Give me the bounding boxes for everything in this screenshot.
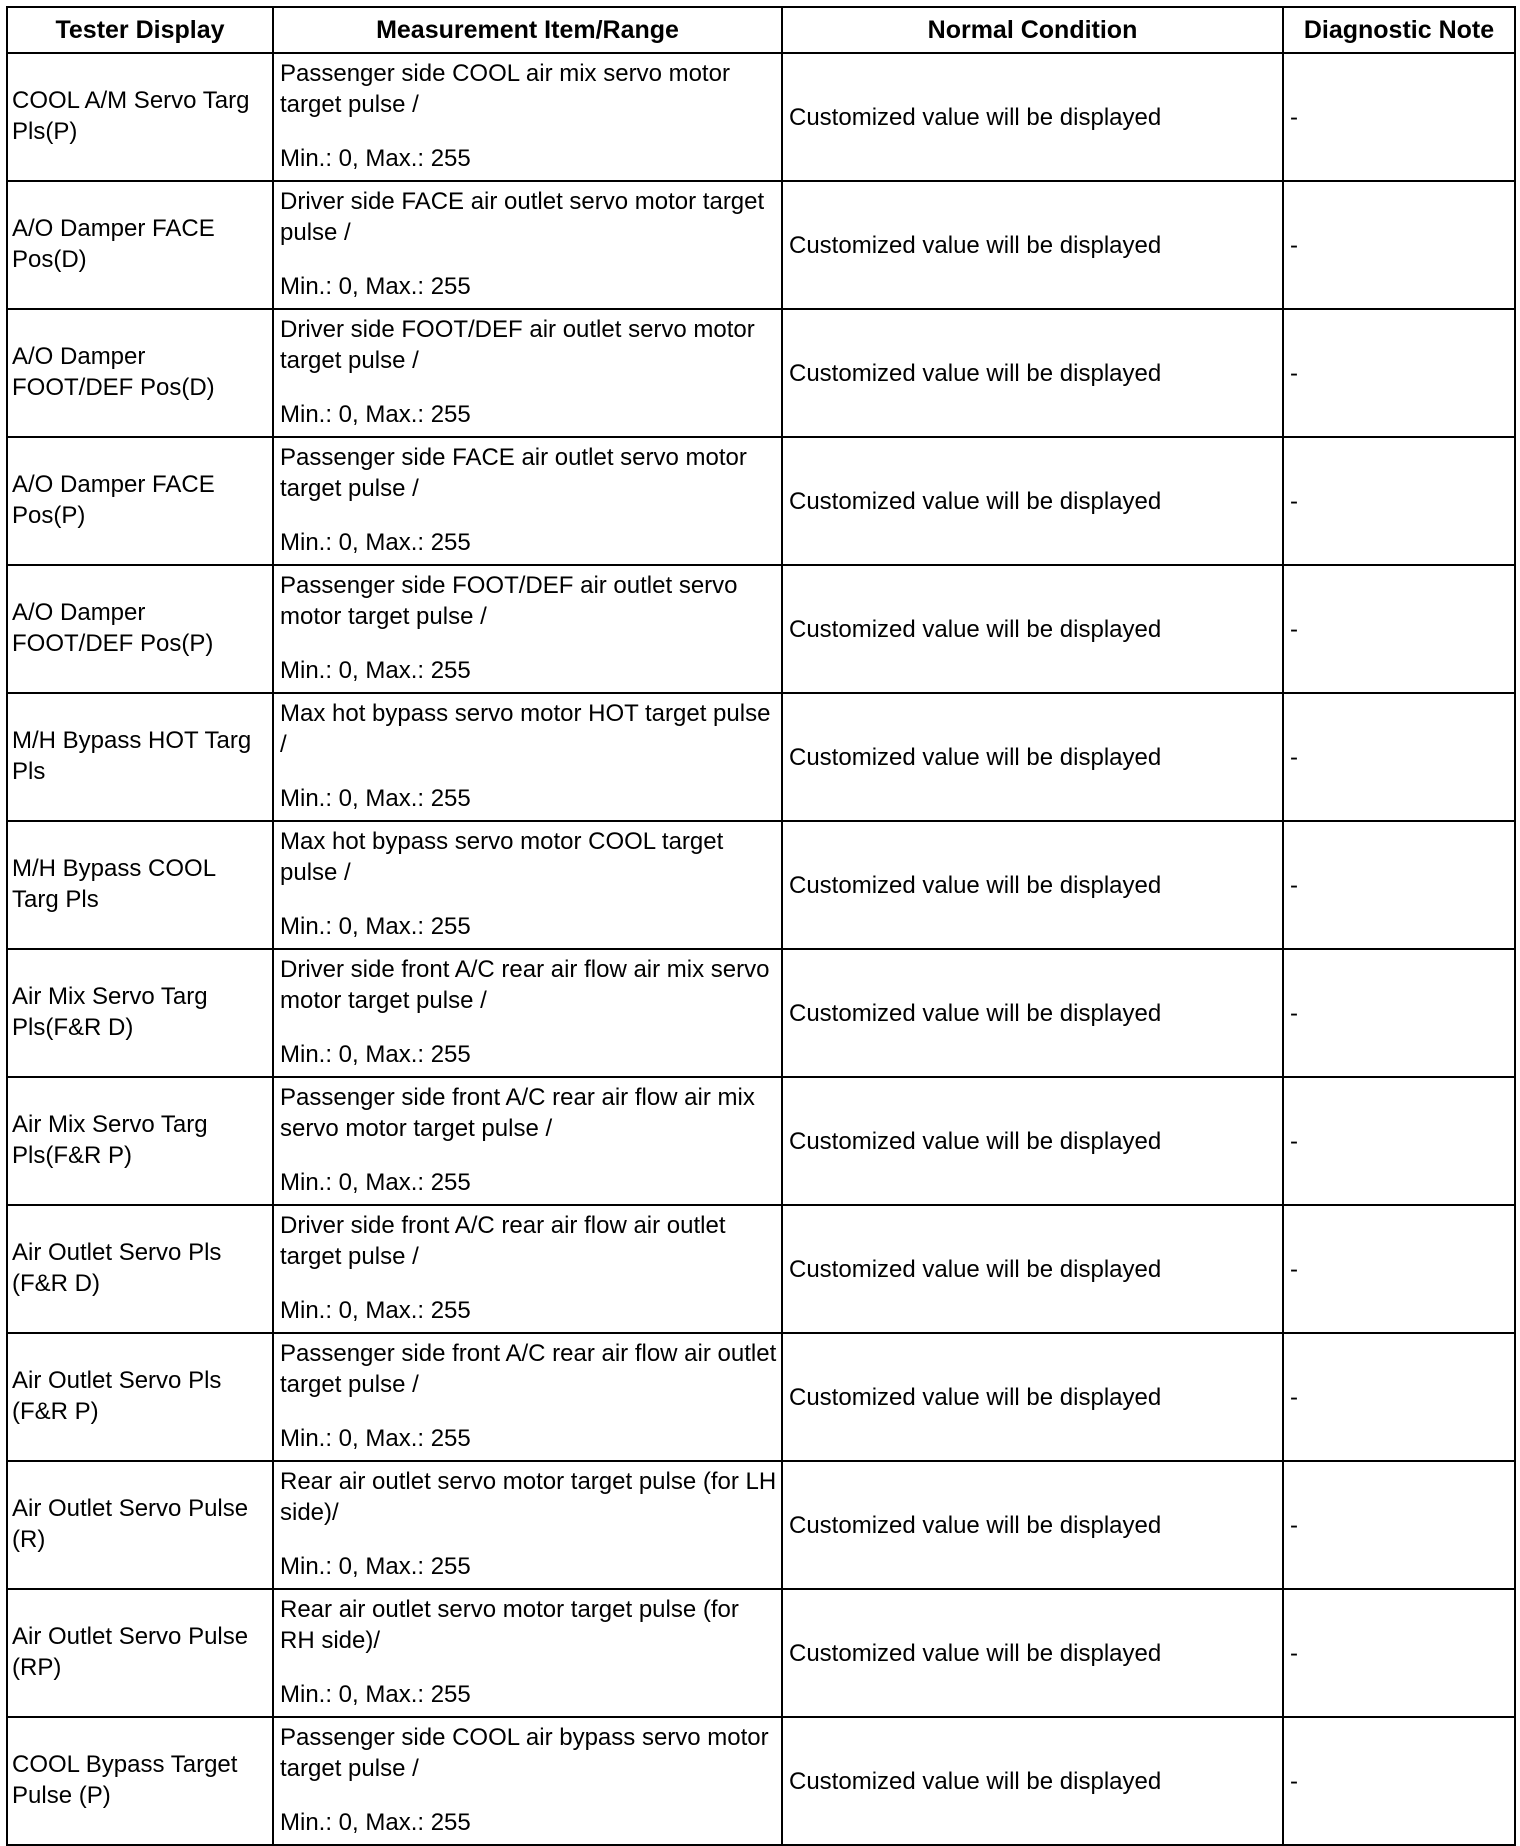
cell-diagnostic-note — [1283, 693, 1515, 821]
measurement-range-text: Min.: 0, Max.: 255 — [280, 1297, 471, 1324]
table-row — [7, 181, 1515, 309]
cell-diagnostic-note — [1283, 181, 1515, 309]
measurement-item-text: Driver side front A/C rear air flow air mix servo motor target pulse / — [280, 956, 770, 1014]
cell-normal-condition — [782, 1717, 1283, 1845]
cell-tester-display — [7, 437, 273, 565]
diagnostic-note-text: - — [1290, 999, 1298, 1027]
diagnostic-note-text: - — [1290, 231, 1298, 259]
tester-display-text: M/H Bypass COOL Targ Pls — [12, 855, 216, 913]
diagnostic-note-text: - — [1290, 103, 1298, 131]
cell-measurement-item — [273, 53, 782, 181]
measurement-item-text: Max hot bypass servo motor HOT target pulse / — [280, 700, 771, 758]
table-row — [7, 309, 1515, 437]
normal-condition-text: Customized value will be displayed — [789, 487, 1162, 515]
measurement-item-text: Rear air outlet servo motor target pulse (for RH side)/ — [280, 1596, 739, 1654]
cell-tester-display — [7, 1461, 273, 1589]
cell-normal-condition — [782, 181, 1283, 309]
cell-measurement-item — [273, 1589, 782, 1717]
diagnostic-note-text: - — [1290, 487, 1298, 515]
table-row — [7, 1205, 1515, 1333]
diagnostic-note-text: - — [1290, 1767, 1298, 1795]
cell-tester-display — [7, 1717, 273, 1845]
normal-condition-text: Customized value will be displayed — [789, 1511, 1162, 1539]
table-row — [7, 53, 1515, 181]
tester-display-text: Air Mix Servo Targ Pls(F&R P) — [12, 1111, 208, 1169]
measurement-range-text: Min.: 0, Max.: 255 — [280, 529, 471, 556]
diagnostic-note-text: - — [1290, 1511, 1298, 1539]
cell-diagnostic-note — [1283, 1333, 1515, 1461]
table-header — [7, 7, 1515, 53]
cell-normal-condition — [782, 1077, 1283, 1205]
cell-diagnostic-note — [1283, 1589, 1515, 1717]
tester-display-text: Air Outlet Servo Pls (F&R P) — [12, 1367, 222, 1425]
cell-measurement-item — [273, 309, 782, 437]
normal-condition-text: Customized value will be displayed — [789, 615, 1162, 643]
cell-normal-condition — [782, 821, 1283, 949]
header-measurement-item-range: Measurement Item/Range — [273, 7, 782, 53]
measurement-item-text: Driver side FACE air outlet servo motor target pulse / — [280, 188, 765, 246]
header-tester-display: Tester Display — [7, 7, 273, 53]
measurement-range-text: Min.: 0, Max.: 255 — [280, 401, 471, 428]
measurement-item-text: Passenger side FOOT/DEF air outlet servo motor target pulse / — [280, 572, 738, 630]
cell-tester-display — [7, 821, 273, 949]
cell-normal-condition — [782, 53, 1283, 181]
cell-diagnostic-note — [1283, 437, 1515, 565]
tester-display-text: Air Outlet Servo Pulse (RP) — [12, 1623, 249, 1681]
cell-measurement-item — [273, 1461, 782, 1589]
cell-tester-display — [7, 53, 273, 181]
normal-condition-text: Customized value will be displayed — [789, 1767, 1162, 1795]
tester-display-text: Air Outlet Servo Pulse (R) — [12, 1495, 249, 1553]
table-body — [7, 53, 1515, 1845]
normal-condition-text: Customized value will be displayed — [789, 871, 1162, 899]
header-normal-condition: Normal Condition — [782, 7, 1283, 53]
measurement-item-text: Driver side front A/C rear air flow air outlet target pulse / — [280, 1212, 726, 1270]
cell-measurement-item — [273, 181, 782, 309]
measurement-item-text: Rear air outlet servo motor target pulse (for LH side)/ — [280, 1468, 777, 1526]
measurement-range-text: Min.: 0, Max.: 255 — [280, 1809, 471, 1836]
table-row — [7, 437, 1515, 565]
tester-display-text: A/O Damper FACE Pos(D) — [12, 215, 215, 273]
cell-measurement-item — [273, 1333, 782, 1461]
cell-diagnostic-note — [1283, 1205, 1515, 1333]
cell-tester-display — [7, 309, 273, 437]
cell-normal-condition — [782, 1461, 1283, 1589]
measurement-item-text: Passenger side COOL air bypass servo motor target pulse / — [280, 1724, 769, 1782]
normal-condition-text: Customized value will be displayed — [789, 1127, 1162, 1155]
table-row — [7, 565, 1515, 693]
cell-diagnostic-note — [1283, 821, 1515, 949]
measurement-range-text: Min.: 0, Max.: 255 — [280, 1553, 471, 1580]
normal-condition-text: Customized value will be displayed — [789, 231, 1162, 259]
cell-measurement-item — [273, 1205, 782, 1333]
cell-normal-condition — [782, 693, 1283, 821]
cell-tester-display — [7, 181, 273, 309]
diagnostic-note-text: - — [1290, 1127, 1298, 1155]
cell-normal-condition — [782, 565, 1283, 693]
tester-data-table — [6, 6, 1516, 1846]
cell-tester-display — [7, 565, 273, 693]
measurement-item-text: Passenger side FACE air outlet servo motor target pulse / — [280, 444, 747, 502]
normal-condition-text: Customized value will be displayed — [789, 359, 1162, 387]
diagnostic-note-text: - — [1290, 1639, 1298, 1667]
normal-condition-text: Customized value will be displayed — [789, 103, 1162, 131]
cell-normal-condition — [782, 1333, 1283, 1461]
normal-condition-text: Customized value will be displayed — [789, 1255, 1162, 1283]
table-row — [7, 693, 1515, 821]
diagnostic-note-text: - — [1290, 615, 1298, 643]
header-row — [7, 7, 1515, 53]
measurement-range-text: Min.: 0, Max.: 255 — [280, 1681, 471, 1708]
table-row — [7, 1717, 1515, 1845]
measurement-item-text: Driver side FOOT/DEF air outlet servo motor target pulse / — [280, 316, 755, 374]
normal-condition-text: Customized value will be displayed — [789, 743, 1162, 771]
measurement-item-text: Passenger side COOL air mix servo motor target pulse / — [280, 60, 730, 118]
tester-display-text: A/O Damper FOOT/DEF Pos(D) — [12, 343, 215, 401]
cell-diagnostic-note — [1283, 949, 1515, 1077]
header-diagnostic-note: Diagnostic Note — [1283, 7, 1515, 53]
cell-measurement-item — [273, 949, 782, 1077]
measurement-range-text: Min.: 0, Max.: 255 — [280, 145, 471, 172]
diagnostic-note-text: - — [1290, 359, 1298, 387]
cell-tester-display — [7, 1205, 273, 1333]
tester-display-text: A/O Damper FOOT/DEF Pos(P) — [12, 599, 214, 657]
table-row — [7, 949, 1515, 1077]
measurement-range-text: Min.: 0, Max.: 255 — [280, 1425, 471, 1452]
tester-display-text: COOL Bypass Target Pulse (P) — [12, 1751, 238, 1809]
tester-display-text: A/O Damper FACE Pos(P) — [12, 471, 215, 529]
cell-tester-display — [7, 1333, 273, 1461]
normal-condition-text: Customized value will be displayed — [789, 999, 1162, 1027]
measurement-range-text: Min.: 0, Max.: 255 — [280, 1169, 471, 1196]
cell-tester-display — [7, 1589, 273, 1717]
cell-measurement-item — [273, 565, 782, 693]
tester-display-text: Air Mix Servo Targ Pls(F&R D) — [12, 983, 208, 1041]
diagnostic-note-text: - — [1290, 871, 1298, 899]
diagnostic-note-text: - — [1290, 1383, 1298, 1411]
tester-display-text: COOL A/M Servo Targ Pls(P) — [12, 87, 250, 145]
cell-diagnostic-note — [1283, 565, 1515, 693]
measurement-range-text: Min.: 0, Max.: 255 — [280, 657, 471, 684]
measurement-range-text: Min.: 0, Max.: 255 — [280, 1041, 471, 1068]
measurement-item-text: Max hot bypass servo motor COOL target pulse / — [280, 828, 724, 886]
measurement-range-text: Min.: 0, Max.: 255 — [280, 273, 471, 300]
cell-normal-condition — [782, 309, 1283, 437]
spec-sheet — [6, 6, 1514, 1838]
cell-measurement-item — [273, 1077, 782, 1205]
table-row — [7, 1077, 1515, 1205]
diagnostic-note-text: - — [1290, 743, 1298, 771]
cell-normal-condition — [782, 1205, 1283, 1333]
cell-measurement-item — [273, 1717, 782, 1845]
measurement-item-text: Passenger side front A/C rear air flow air mix servo motor target pulse / — [280, 1084, 755, 1142]
cell-tester-display — [7, 1077, 273, 1205]
cell-normal-condition — [782, 1589, 1283, 1717]
measurement-item-text: Passenger side front A/C rear air flow air outlet target pulse / — [280, 1340, 777, 1398]
cell-tester-display — [7, 949, 273, 1077]
tester-display-text: M/H Bypass HOT Targ Pls — [12, 727, 252, 785]
cell-diagnostic-note — [1283, 1077, 1515, 1205]
cell-diagnostic-note — [1283, 53, 1515, 181]
table-row — [7, 1333, 1515, 1461]
measurement-range-text: Min.: 0, Max.: 255 — [280, 913, 471, 940]
cell-normal-condition — [782, 437, 1283, 565]
table-row — [7, 1461, 1515, 1589]
normal-condition-text: Customized value will be displayed — [789, 1383, 1162, 1411]
cell-measurement-item — [273, 693, 782, 821]
cell-tester-display — [7, 693, 273, 821]
cell-measurement-item — [273, 437, 782, 565]
table-row — [7, 821, 1515, 949]
tester-display-text: Air Outlet Servo Pls (F&R D) — [12, 1239, 222, 1297]
table-row — [7, 1589, 1515, 1717]
cell-diagnostic-note — [1283, 309, 1515, 437]
cell-normal-condition — [782, 949, 1283, 1077]
cell-diagnostic-note — [1283, 1461, 1515, 1589]
normal-condition-text: Customized value will be displayed — [789, 1639, 1162, 1667]
cell-diagnostic-note — [1283, 1717, 1515, 1845]
cell-measurement-item — [273, 821, 782, 949]
diagnostic-note-text: - — [1290, 1255, 1298, 1283]
measurement-range-text: Min.: 0, Max.: 255 — [280, 785, 471, 812]
